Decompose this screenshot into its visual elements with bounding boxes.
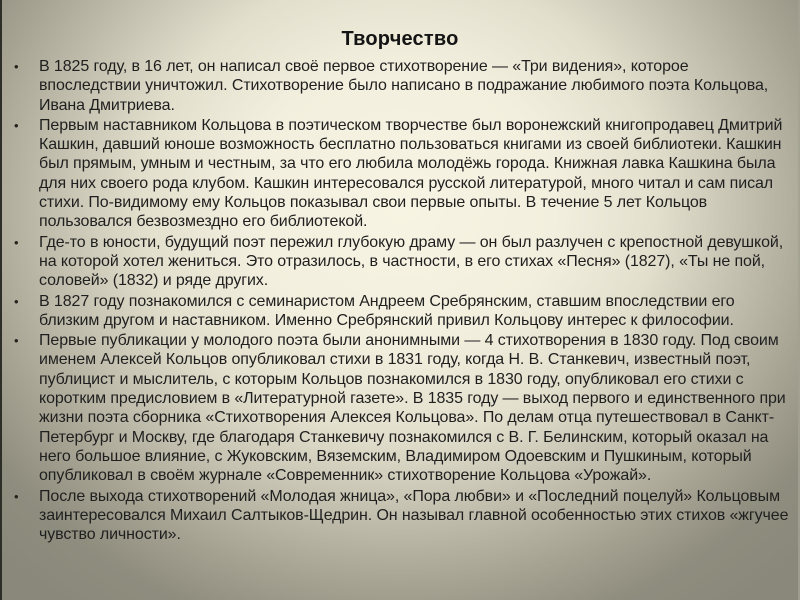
bullet-item xyxy=(13,292,792,331)
bullet-text: В 1825 году, в 16 лет, он написал своё первое стихотворение — «Три видения», которое впоследствии уничтожил. Стихотворение было написано в подражание любимого поэта Кольцова, Ивана Дмитриева. xyxy=(39,58,769,114)
slide-left-edge-strip xyxy=(0,0,2,600)
bullet-list xyxy=(0,57,800,544)
bullet-item xyxy=(13,331,792,485)
bullet-marker: • xyxy=(14,293,19,309)
bullet-marker: • xyxy=(14,59,19,74)
bullet-text: После выхода стихотворений «Молодая жница», «Пора любви» и «Последний поцелуй» Кольцовым заинтересовался Михаил Салтыков-Щедрин. Он называл главной особенностью этих стихов «жгучее чувство личности». xyxy=(39,487,789,544)
bullet-item xyxy=(13,116,792,232)
bullet-marker: • xyxy=(14,333,19,349)
bullet-marker: • xyxy=(14,234,19,250)
bullet-marker: • xyxy=(14,488,19,504)
bullet-item xyxy=(13,57,792,115)
bullet-item xyxy=(13,487,792,545)
bullet-text: Первым наставником Кольцова в поэтическом творчестве был воронежский книгопродавец Дмитрий Кашкин, давший юноше возможность бесплатно пользоваться книгами из своей библиотеки. Кашкин был прямым, умным и честным, за что его любила молодёжь города. Книжная лавка Кашкина была для них своего рода клубом. Кашкин интересовался русской литературой, много читал и сам писал стихи. По-видимому ему Кольцов показывал свои первые опыты. В течение 5 лет Кольцов пользовался безвозмездно его библиотекой. xyxy=(39,116,783,231)
bullet-marker: • xyxy=(14,117,19,133)
bullet-text: Где-то в юности, будущий поэт пережил глубокую драму — он был разлучен с крепостной девушкой, на которой хотел жениться. Это отразилось, в частности, в его стихах «Песня» (1827), «Ты не пой, соловей» (1832) и ряде других. xyxy=(39,233,784,290)
bullet-item xyxy=(13,233,792,291)
slide-title: Творчество xyxy=(341,28,459,50)
bullet-text: Первые публикации у молодого поэта были анонимными — 4 стихотворения в 1830 году. Под своим именем Алексей Кольцов опубликовал стихи в 1831 году, когда Н. В. Станкевич, известный поэт, публицист и мыслитель, с которым Кольцов познакомился в 1830 году, опубликовал его стихи с коротким предисловием в «Литературной газете». В 1835 году — выход первого и единственного при жизни поэта сборника «Стихотворения Алексея Кольцова». По делам отца путешествовал в Санкт-Петербург и Москву, где благодаря Станкевичу познакомился с В. Г. Белинским, который оказал на него большое влияние, с Жуковским, Вяземским, Владимиром Одоевским и Пушкиным, который опубликовал в своём журнале «Современник» стихотворение Кольцова «Урожай». xyxy=(39,332,786,485)
bullet-text: В 1827 году познакомился с семинаристом Андреем Сребрянским, ставшим впоследствии его близким другом и наставником. Именно Сребрянский привил Кольцову интерес к философии. xyxy=(39,292,735,329)
